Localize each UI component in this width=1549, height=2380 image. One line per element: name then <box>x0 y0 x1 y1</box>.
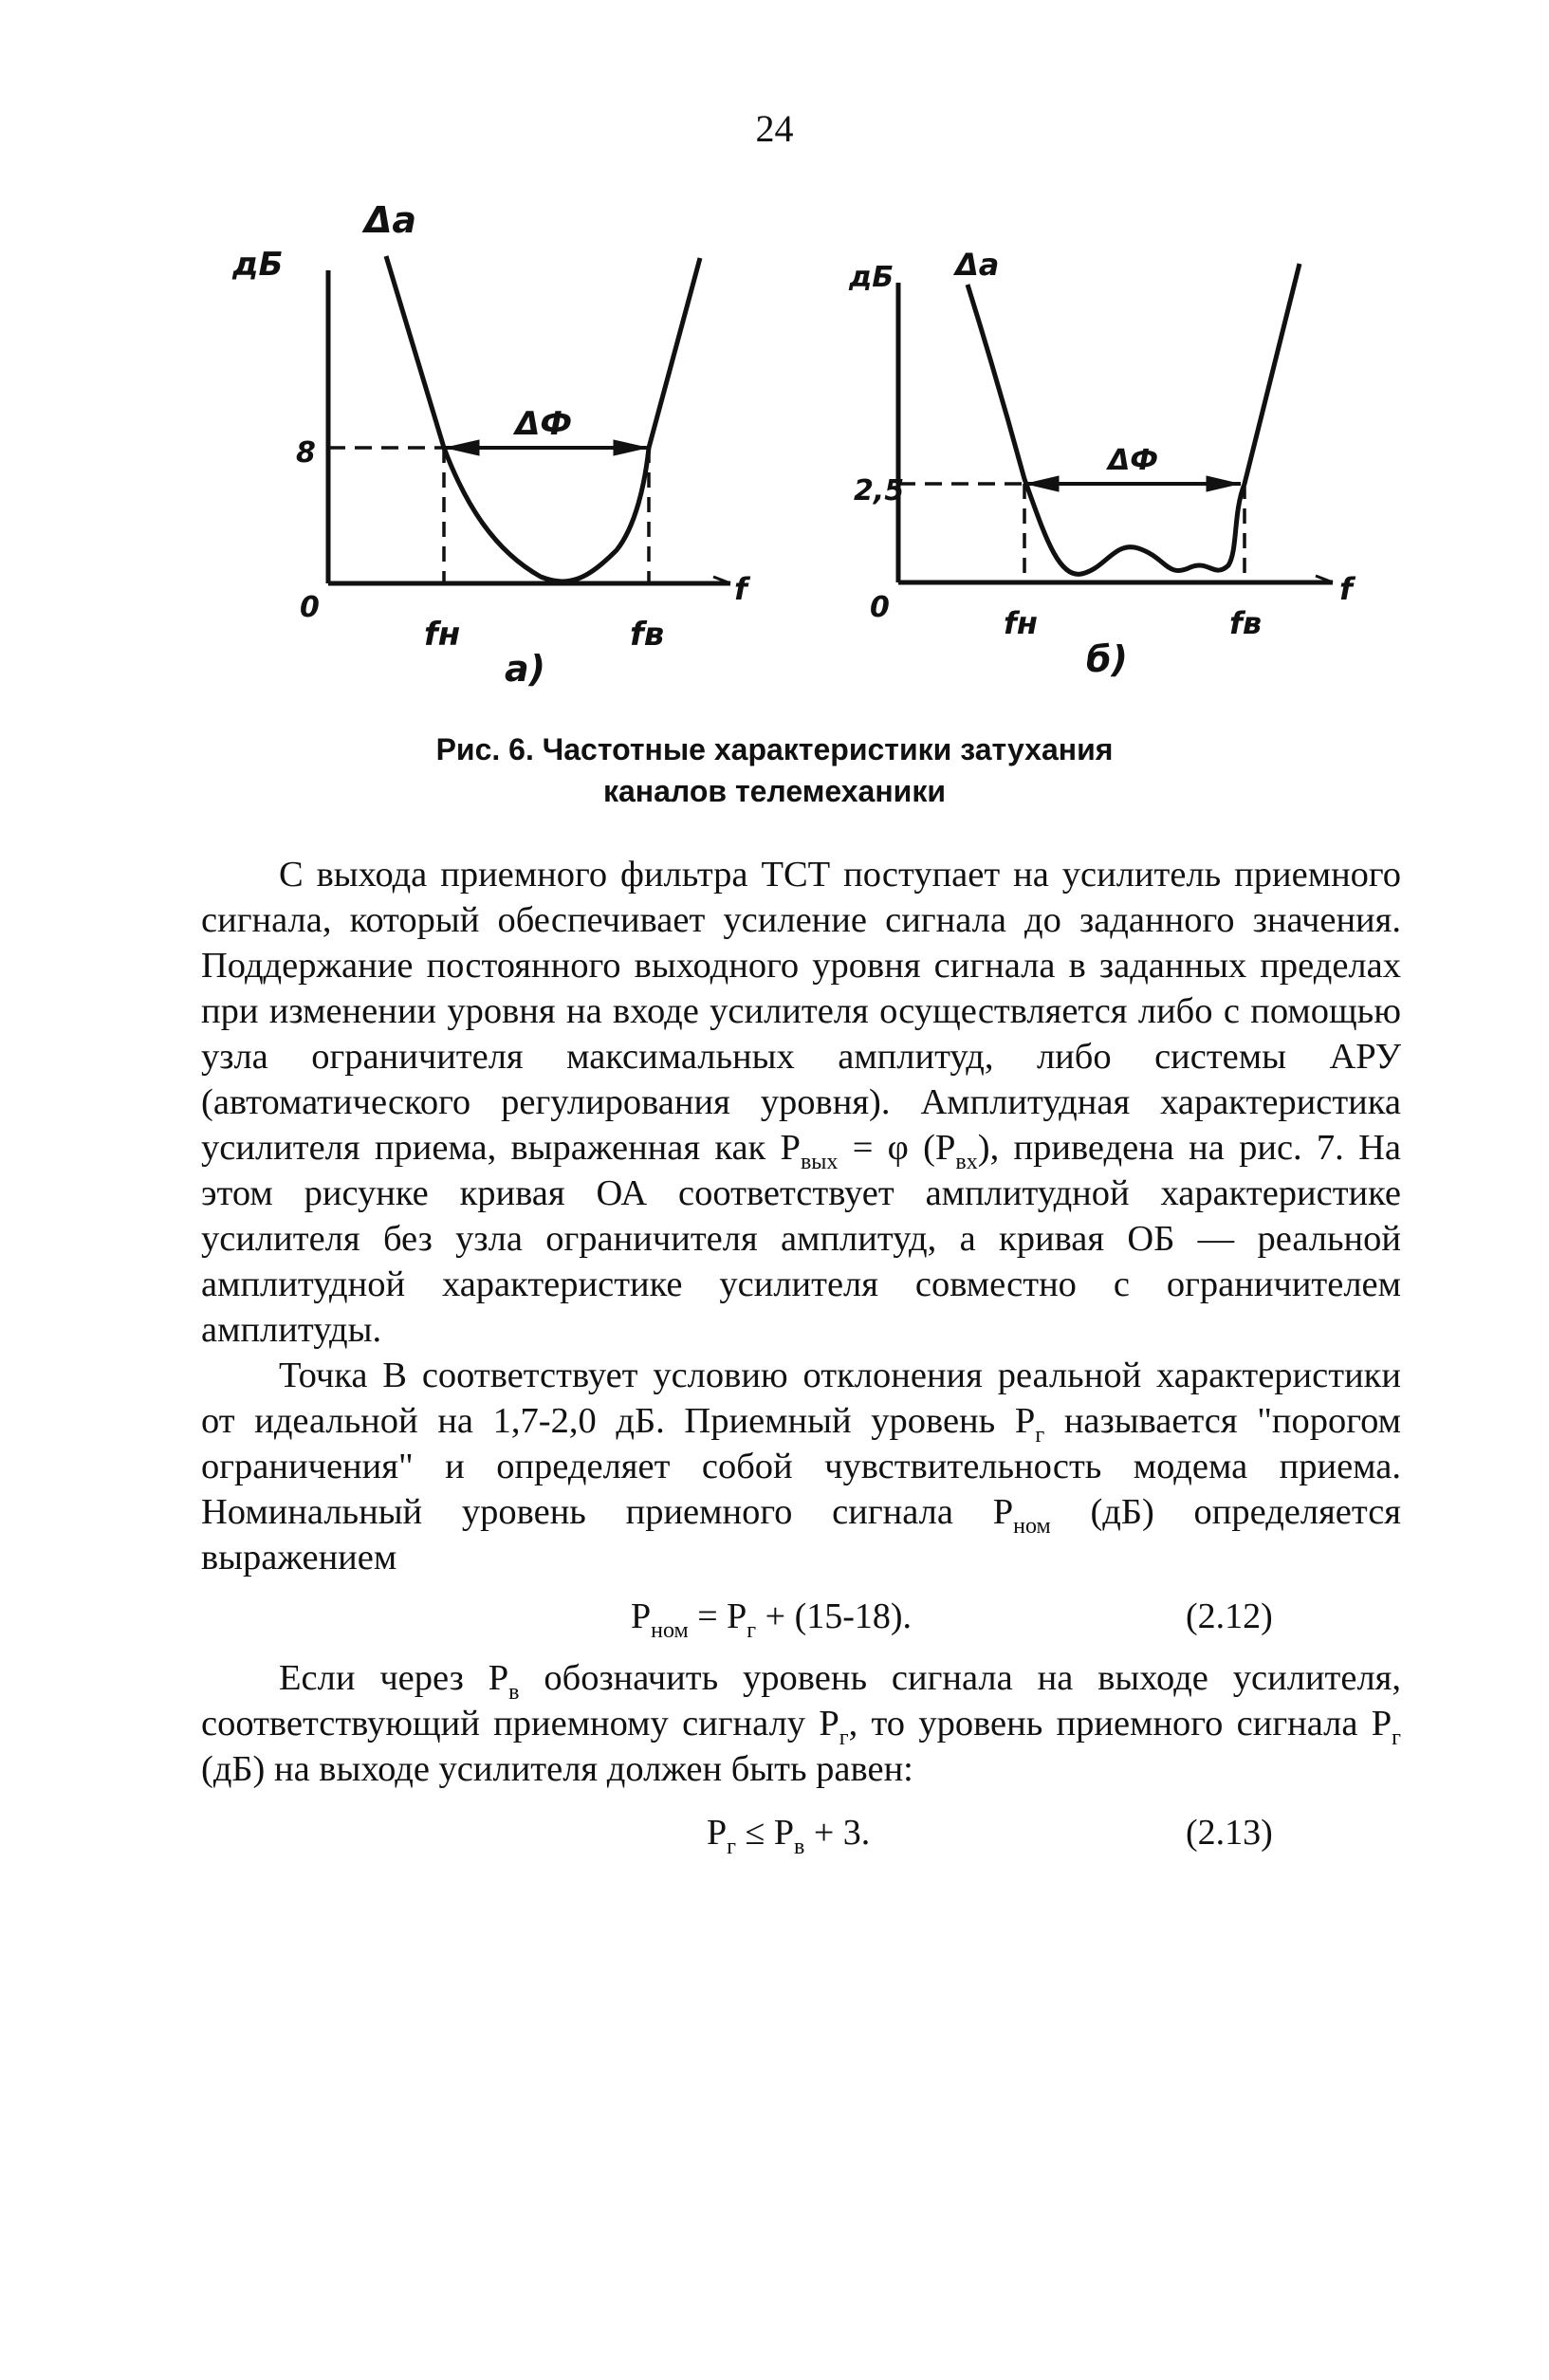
attenuation-curve <box>968 264 1300 574</box>
panel-label: а) <box>505 648 546 690</box>
subscript: г <box>1392 1725 1401 1750</box>
band-arrow-head-left <box>446 440 479 455</box>
formula-part: P <box>631 1596 652 1636</box>
curve-label: Δa <box>364 199 417 241</box>
text-run: = φ (P <box>838 1128 956 1168</box>
subscript: ном <box>651 1618 689 1643</box>
figure-panel-a-labels <box>231 199 751 690</box>
formula-part: ≤ P <box>735 1813 794 1853</box>
equation-number-2-12: (2.12) <box>1186 1596 1273 1636</box>
subscript: г <box>839 1725 849 1750</box>
subscript: в <box>508 1680 520 1705</box>
attenuation-figure <box>0 0 1549 721</box>
body-text-upper <box>201 852 1401 1580</box>
paragraph-2 <box>201 1353 1401 1580</box>
subscript: ном <box>1013 1514 1051 1539</box>
fn-label: fн <box>1004 605 1039 641</box>
zero-label: 0 <box>870 591 890 624</box>
x-axis-label: f <box>1339 571 1353 607</box>
subscript: вх <box>955 1150 978 1174</box>
text-run: называется "порогом ограничения" и определяет собой чувствительность модема приема. Номинальный уровень приемного сигнала P <box>201 1401 1401 1532</box>
subscript: г <box>747 1618 757 1643</box>
band-label: ΔФ <box>515 405 573 443</box>
text-run: Если через P <box>279 1658 509 1698</box>
x-axis-label: f <box>734 571 747 607</box>
subscript: в <box>793 1835 805 1859</box>
y-unit-label: дБ <box>232 246 284 284</box>
formula-part: + (15-18). <box>756 1596 913 1636</box>
text-run: (дБ) на выходе усилителя должен быть равен: <box>201 1749 913 1789</box>
text-run: С выхода приемного фильтра ТСТ поступает на усилитель приемного сигнала, который обеспечивает усиление сигнала до заданного значения. Поддержание постоянного выходного уровня сигнала в заданных пределах при изменении уровня на входе усилителя осуществляется либо с помощью узла ограничителя максимальных амплитуд, либо системы АРУ (автоматического регулирования уровня). Амплитудная характеристика усилителя приема, выраженная как P <box>201 855 1401 1168</box>
fv-label: fв <box>1229 605 1263 641</box>
panel-label: б) <box>1086 638 1128 680</box>
subscript: г <box>727 1835 736 1859</box>
paragraph-3 <box>201 1655 1401 1792</box>
caption-line-1: Рис. 6. Частотные характеристики затухания <box>435 732 1114 766</box>
paragraph-1 <box>201 852 1401 1353</box>
y-unit-label: дБ <box>849 261 894 294</box>
subscript: г <box>1035 1423 1045 1448</box>
page-number: 24 <box>755 107 794 150</box>
band-label: ΔФ <box>1108 444 1158 477</box>
text-run: (дБ) определяется выражением <box>201 1492 1401 1577</box>
text-run: обозначить уровень сигнала на выходе усилителя, соответствующий приемному сигналу P <box>201 1658 1401 1743</box>
figure-panel-b <box>898 264 1333 582</box>
text-run: Точка В соответствует условию отклонения реальной характеристики от идеальной на 1,7-2,0 дБ. Приемный уровень P <box>201 1356 1401 1441</box>
formula-part: + 3. <box>804 1813 871 1853</box>
formula-2-13 <box>707 1812 871 1859</box>
formula-2-12 <box>631 1596 913 1643</box>
fv-label: fв <box>630 616 665 654</box>
text-run: , то уровень приемного сигнала P <box>848 1704 1392 1743</box>
text-run: ), приведена на рис. 7. На этом рисунке кривая ОА соответствует амплитудной характеристике усилителя без узла ограничителя амплитуд, а кривая ОБ — реальной амплитудной характеристике усилителя совместно с ограничителем амплитуды. <box>201 1128 1401 1350</box>
formula-part: P <box>707 1813 728 1853</box>
subscript: вых <box>800 1150 839 1174</box>
caption-line-2: каналов телемеханики <box>602 774 947 808</box>
level-label: 8 <box>296 436 316 470</box>
figure-panel-b-labels <box>848 247 1356 680</box>
band-arrow-head-right <box>1207 476 1239 491</box>
formula-part: = P <box>688 1596 747 1636</box>
band-arrow-head-left <box>1026 476 1059 491</box>
fn-label: fн <box>424 616 461 654</box>
zero-label: 0 <box>300 591 320 624</box>
band-arrow-head-right <box>614 440 647 455</box>
figure-caption <box>0 729 1549 812</box>
curve-label: Δa <box>955 247 1000 283</box>
equation-number-2-13: (2.13) <box>1186 1813 1273 1853</box>
level-label: 2,5 <box>854 474 905 507</box>
body-text-lower <box>201 1655 1401 1792</box>
